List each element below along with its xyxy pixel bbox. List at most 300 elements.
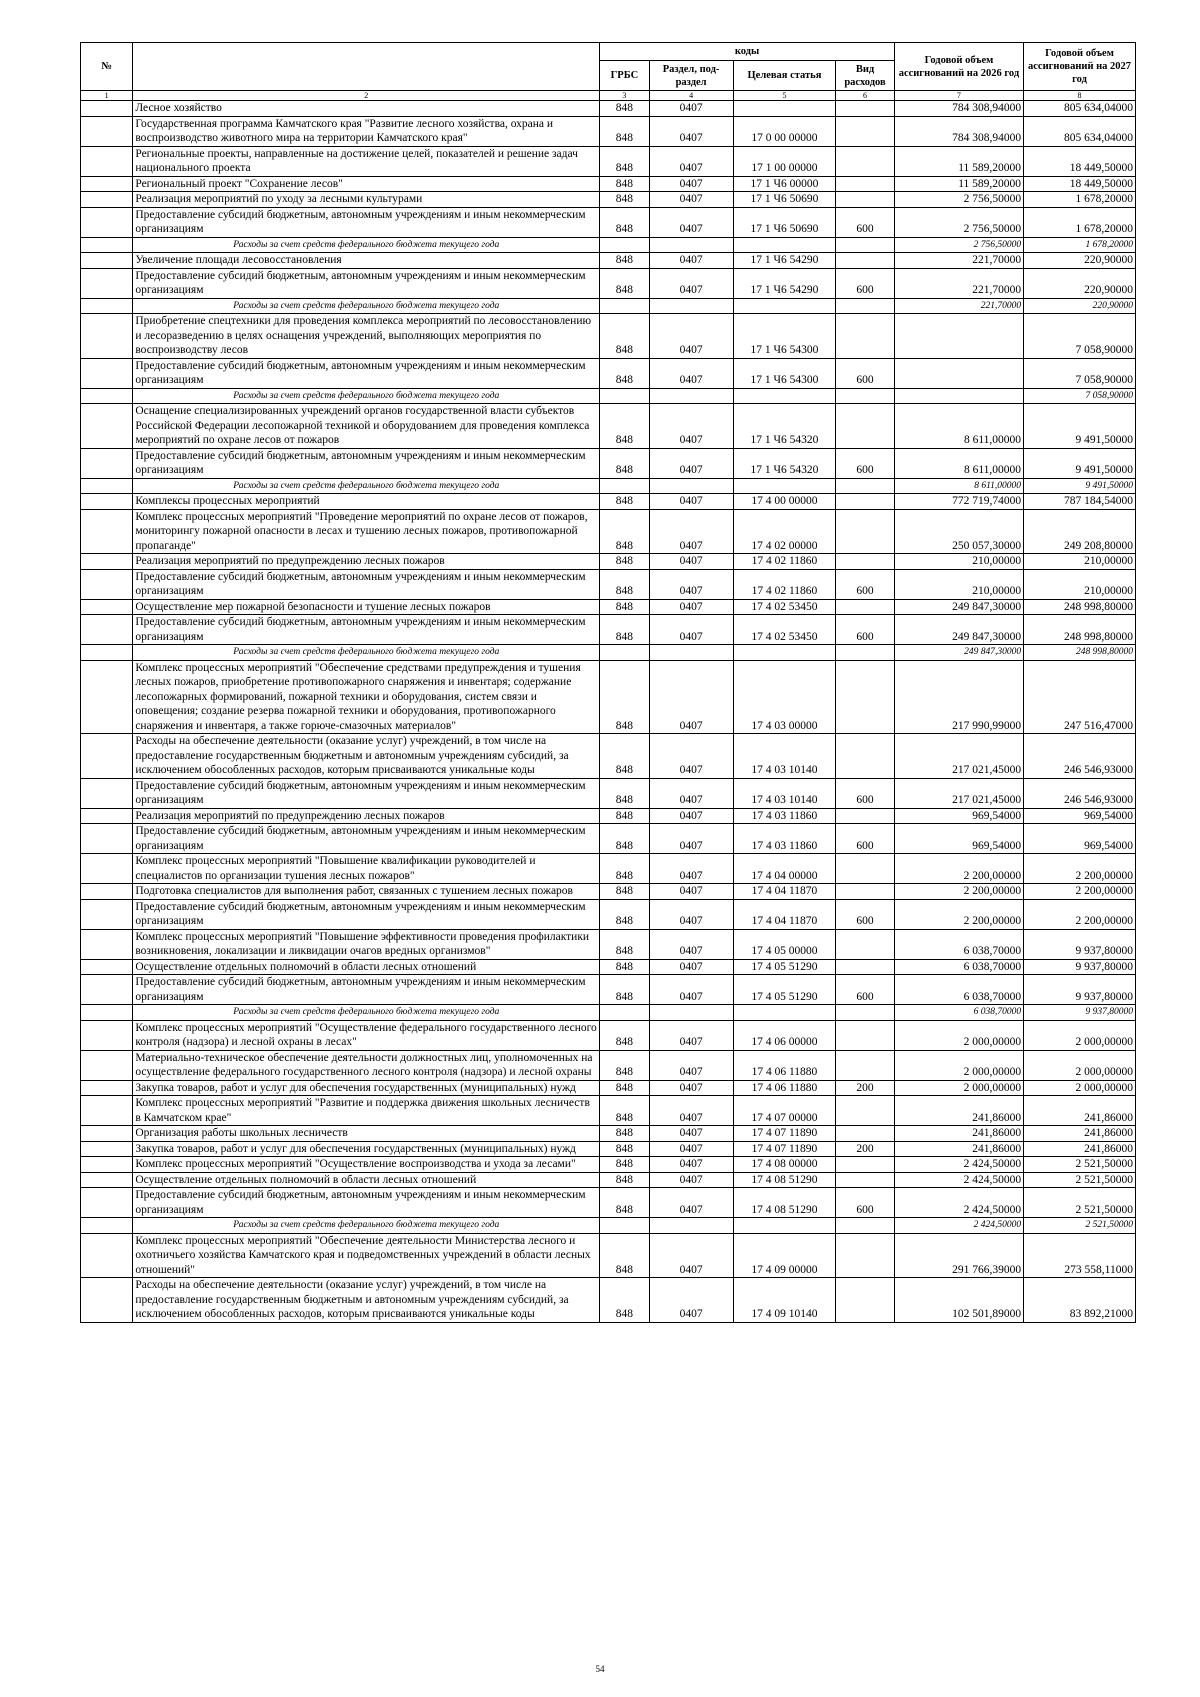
cell-expense-type: [836, 298, 894, 314]
table-row: [81, 808, 1136, 824]
table-row: [81, 192, 1136, 208]
cell-grbs: 848: [600, 146, 649, 176]
cell-grbs: [600, 645, 649, 661]
table-row: [81, 1172, 1136, 1188]
cell-name: Расходы на обеспечение деятельности (оказание услуг) учреждений, в том числе на предоставление государственным бюджетным и автономным учреждениям субсидий, за исключением обособленных расходов, которым присваиваются уникальные коды: [133, 734, 600, 779]
cell-grbs: 848: [600, 1050, 649, 1080]
cell-number: [81, 1157, 133, 1173]
cell-volume-2026: 249 847,30000: [894, 615, 1023, 645]
cell-section: 0407: [649, 854, 733, 884]
cell-target: 17 4 04 00000: [733, 854, 836, 884]
cell-number: [81, 314, 133, 359]
table-body: [81, 101, 1136, 1323]
cell-section: 0407: [649, 929, 733, 959]
cell-volume-2026: [894, 388, 1023, 404]
cell-volume-2027: 969,54000: [1024, 808, 1136, 824]
cell-target: [733, 645, 836, 661]
cell-volume-2027: 241,86000: [1024, 1141, 1136, 1157]
cell-number: [81, 1005, 133, 1021]
table-row: [81, 1188, 1136, 1218]
cell-number: [81, 645, 133, 661]
cell-volume-2027: 2 000,00000: [1024, 1050, 1136, 1080]
cell-grbs: 848: [600, 1096, 649, 1126]
cell-volume-2027: 787 184,54000: [1024, 494, 1136, 510]
cell-name: Увеличение площади лесовосстановления: [133, 253, 600, 269]
cell-target: 17 1 Ч6 54300: [733, 358, 836, 388]
table-row: [81, 494, 1136, 510]
federal-budget-row: [81, 1218, 1136, 1234]
cell-name: Предоставление субсидий бюджетным, автономным учреждениям и иным некоммерческим организациям: [133, 207, 600, 237]
cell-expense-type: [836, 253, 894, 269]
table-row: [81, 358, 1136, 388]
cell-section: [649, 1218, 733, 1234]
cell-grbs: 848: [600, 1020, 649, 1050]
cell-volume-2026: [894, 314, 1023, 359]
column-number: 5: [733, 91, 836, 101]
cell-volume-2026: 6 038,70000: [894, 959, 1023, 975]
cell-volume-2027: 805 634,04000: [1024, 116, 1136, 146]
cell-expense-type: [836, 645, 894, 661]
cell-expense-type: 600: [836, 1188, 894, 1218]
table-row: [81, 554, 1136, 570]
cell-name: Предоставление субсидий бюджетным, автономным учреждениям и иным некоммерческим организациям: [133, 358, 600, 388]
cell-volume-2026: 221,70000: [894, 268, 1023, 298]
cell-number: [81, 1080, 133, 1096]
cell-grbs: 848: [600, 314, 649, 359]
cell-volume-2026: 11 589,20000: [894, 176, 1023, 192]
cell-name: Расходы за счет средств федерального бюджета текущего года: [133, 237, 600, 253]
cell-name: Комплекс процессных мероприятий "Развитие и поддержка движения школьных лесничеств в Камчатском крае": [133, 1096, 600, 1126]
cell-expense-type: [836, 116, 894, 146]
cell-volume-2026: 969,54000: [894, 824, 1023, 854]
cell-target: [733, 1005, 836, 1021]
header-volume-2026: Годовой объем ассигнований на 2026 год: [894, 43, 1023, 91]
cell-name: Оснащение специализированных учреждений органов государственной власти субъектов Российской Федерации лесопожарной техникой и оборудованием для проведения комплекса мероприятий по охране лесов от пожаров: [133, 404, 600, 449]
cell-name: Осуществление отдельных полномочий в области лесных отношений: [133, 1172, 600, 1188]
table-row: [81, 176, 1136, 192]
cell-section: 0407: [649, 268, 733, 298]
cell-number: [81, 404, 133, 449]
cell-volume-2027: 7 058,90000: [1024, 314, 1136, 359]
cell-grbs: [600, 237, 649, 253]
cell-grbs: 848: [600, 1157, 649, 1173]
cell-name: Комплекс процессных мероприятий "Осуществление федерального государственного лесного контроля (надзора) и лесной охраны в лесах": [133, 1020, 600, 1050]
cell-grbs: 848: [600, 554, 649, 570]
cell-section: 0407: [649, 884, 733, 900]
cell-section: 0407: [649, 899, 733, 929]
table-row: [81, 599, 1136, 615]
cell-expense-type: 600: [836, 268, 894, 298]
table-row: [81, 660, 1136, 734]
page-number: 54: [595, 1664, 605, 1674]
cell-name: Реализация мероприятий по предупреждению лесных пожаров: [133, 554, 600, 570]
cell-volume-2026: 2 424,50000: [894, 1172, 1023, 1188]
cell-volume-2027: 2 521,50000: [1024, 1172, 1136, 1188]
cell-volume-2027: 805 634,04000: [1024, 101, 1136, 117]
cell-section: 0407: [649, 734, 733, 779]
cell-expense-type: 600: [836, 448, 894, 478]
cell-name: Реализация мероприятий по предупреждению лесных пожаров: [133, 808, 600, 824]
table-row: [81, 734, 1136, 779]
cell-name: Предоставление субсидий бюджетным, автономным учреждениям и иным некоммерческим организациям: [133, 1188, 600, 1218]
cell-expense-type: [836, 929, 894, 959]
cell-target: 17 1 Ч6 54290: [733, 253, 836, 269]
cell-section: 0407: [649, 1050, 733, 1080]
cell-section: 0407: [649, 101, 733, 117]
cell-expense-type: [836, 1278, 894, 1323]
cell-name: Реализация мероприятий по уходу за лесными культурами: [133, 192, 600, 208]
cell-name: Предоставление субсидий бюджетным, автономным учреждениям и иным некоммерческим организациям: [133, 899, 600, 929]
cell-grbs: 848: [600, 599, 649, 615]
column-number: 4: [649, 91, 733, 101]
cell-number: [81, 1278, 133, 1323]
cell-section: 0407: [649, 1126, 733, 1142]
cell-volume-2027: 249 208,80000: [1024, 509, 1136, 554]
cell-number: [81, 101, 133, 117]
cell-section: 0407: [649, 808, 733, 824]
column-number: 8: [1024, 91, 1136, 101]
cell-name: Комплекс процессных мероприятий "Проведение мероприятий по охране лесов от пожаров, мониторингу пожарной опасности в лесах и тушению лесных пожаров, противопожарной пропаганде": [133, 509, 600, 554]
cell-name: Приобретение спецтехники для проведения комплекса мероприятий по лесовосстановлению и лесоразведению в целях оснащения учреждений, выполняющих мероприятия по воспроизводству лесов: [133, 314, 600, 359]
cell-name: Лесное хозяйство: [133, 101, 600, 117]
cell-volume-2027: 2 000,00000: [1024, 1080, 1136, 1096]
cell-volume-2026: 6 038,70000: [894, 929, 1023, 959]
table-row: [81, 975, 1136, 1005]
cell-volume-2026: 969,54000: [894, 808, 1023, 824]
budget-table: [80, 42, 1136, 1323]
federal-budget-row: [81, 298, 1136, 314]
cell-volume-2026: 249 847,30000: [894, 645, 1023, 661]
cell-number: [81, 808, 133, 824]
cell-expense-type: [836, 1218, 894, 1234]
cell-number: [81, 660, 133, 734]
cell-volume-2027: 2 200,00000: [1024, 854, 1136, 884]
cell-target: [733, 478, 836, 494]
cell-volume-2026: 249 847,30000: [894, 599, 1023, 615]
table-row: [81, 1096, 1136, 1126]
cell-grbs: 848: [600, 1172, 649, 1188]
cell-volume-2026: [894, 358, 1023, 388]
cell-expense-type: [836, 1020, 894, 1050]
cell-target: 17 4 05 51290: [733, 975, 836, 1005]
cell-number: [81, 1096, 133, 1126]
column-number: 7: [894, 91, 1023, 101]
cell-grbs: 848: [600, 192, 649, 208]
cell-expense-type: [836, 599, 894, 615]
table-row: [81, 1126, 1136, 1142]
cell-volume-2027: 7 058,90000: [1024, 358, 1136, 388]
cell-grbs: 848: [600, 615, 649, 645]
cell-grbs: 848: [600, 929, 649, 959]
table-row: [81, 959, 1136, 975]
cell-volume-2027: 2 200,00000: [1024, 899, 1136, 929]
cell-volume-2027: 220,90000: [1024, 268, 1136, 298]
cell-grbs: 848: [600, 509, 649, 554]
cell-volume-2026: 772 719,74000: [894, 494, 1023, 510]
table-row: [81, 1020, 1136, 1050]
cell-target: 17 1 Ч6 54320: [733, 448, 836, 478]
cell-volume-2026: 241,86000: [894, 1126, 1023, 1142]
cell-name: Государственная программа Камчатского края "Развитие лесного хозяйства, охрана и воспроизводство животного мира на территории Камчатского края": [133, 116, 600, 146]
cell-target: 17 1 Ч6 54300: [733, 314, 836, 359]
cell-section: 0407: [649, 404, 733, 449]
cell-name: Комплекс процессных мероприятий "Повышение эффективности проведения профилактики возникновения, локализации и ликвидации очагов вредных организмов": [133, 929, 600, 959]
cell-section: 0407: [649, 975, 733, 1005]
table-row: [81, 268, 1136, 298]
cell-name: Расходы за счет средств федерального бюджета текущего года: [133, 645, 600, 661]
federal-budget-row: [81, 1005, 1136, 1021]
cell-target: [733, 388, 836, 404]
cell-grbs: 848: [600, 101, 649, 117]
cell-target: 17 4 03 10140: [733, 734, 836, 779]
table-row: [81, 146, 1136, 176]
cell-number: [81, 509, 133, 554]
cell-section: [649, 237, 733, 253]
cell-name: Материально-техническое обеспечение деятельности должностных лиц, уполномоченных на осуществление федерального государственного лесного контроля (надзора) и лесной охраны: [133, 1050, 600, 1080]
cell-expense-type: [836, 554, 894, 570]
table-header: [81, 43, 1136, 101]
cell-number: [81, 554, 133, 570]
cell-volume-2026: 241,86000: [894, 1141, 1023, 1157]
cell-section: 0407: [649, 207, 733, 237]
cell-grbs: 848: [600, 116, 649, 146]
cell-grbs: 848: [600, 1278, 649, 1323]
cell-volume-2027: 273 558,11000: [1024, 1233, 1136, 1278]
header-grbs: ГРБС: [600, 61, 649, 91]
cell-name: Предоставление субсидий бюджетным, автономным учреждениям и иным некоммерческим организациям: [133, 569, 600, 599]
cell-target: [733, 298, 836, 314]
cell-volume-2027: 9 937,80000: [1024, 975, 1136, 1005]
cell-section: 0407: [649, 1157, 733, 1173]
table-row: [81, 615, 1136, 645]
cell-target: 17 4 00 00000: [733, 494, 836, 510]
cell-target: 17 1 Ч6 54320: [733, 404, 836, 449]
cell-section: 0407: [649, 116, 733, 146]
cell-target: 17 4 07 00000: [733, 1096, 836, 1126]
cell-grbs: 848: [600, 778, 649, 808]
cell-grbs: 848: [600, 824, 649, 854]
table-row: [81, 778, 1136, 808]
cell-section: 0407: [649, 509, 733, 554]
cell-target: 17 4 02 53450: [733, 599, 836, 615]
cell-section: 0407: [649, 660, 733, 734]
cell-target: 17 4 03 10140: [733, 778, 836, 808]
table-row: [81, 314, 1136, 359]
cell-number: [81, 116, 133, 146]
cell-name: Расходы за счет средств федерального бюджета текущего года: [133, 1218, 600, 1234]
cell-name: Расходы на обеспечение деятельности (оказание услуг) учреждений, в том числе на предоставление государственным бюджетным и автономным учреждениям субсидий, за исключением обособленных расходов, которым присваиваются уникальные коды: [133, 1278, 600, 1323]
cell-name: Предоставление субсидий бюджетным, автономным учреждениям и иным некоммерческим организациям: [133, 615, 600, 645]
cell-volume-2027: 7 058,90000: [1024, 388, 1136, 404]
cell-number: [81, 268, 133, 298]
cell-volume-2026: 217 021,45000: [894, 734, 1023, 779]
cell-number: [81, 959, 133, 975]
cell-target: 17 4 09 00000: [733, 1233, 836, 1278]
cell-section: 0407: [649, 569, 733, 599]
cell-grbs: [600, 1218, 649, 1234]
cell-number: [81, 1172, 133, 1188]
cell-section: 0407: [649, 253, 733, 269]
cell-volume-2026: 217 021,45000: [894, 778, 1023, 808]
cell-number: [81, 1218, 133, 1234]
cell-volume-2026: 2 200,00000: [894, 899, 1023, 929]
cell-section: 0407: [649, 494, 733, 510]
cell-volume-2026: 2 756,50000: [894, 192, 1023, 208]
federal-budget-row: [81, 237, 1136, 253]
cell-grbs: [600, 1005, 649, 1021]
cell-target: 17 4 02 53450: [733, 615, 836, 645]
column-number: 3: [600, 91, 649, 101]
cell-section: [649, 298, 733, 314]
cell-volume-2027: 210,00000: [1024, 554, 1136, 570]
cell-volume-2026: 2 200,00000: [894, 884, 1023, 900]
header-section: Раздел, под-раздел: [649, 61, 733, 91]
table-row: [81, 854, 1136, 884]
cell-expense-type: [836, 1050, 894, 1080]
cell-grbs: 848: [600, 1141, 649, 1157]
cell-target: 17 1 Ч6 50690: [733, 192, 836, 208]
cell-target: 17 4 05 51290: [733, 959, 836, 975]
cell-section: [649, 1005, 733, 1021]
cell-target: 17 4 03 11860: [733, 824, 836, 854]
cell-expense-type: [836, 854, 894, 884]
cell-expense-type: [836, 1005, 894, 1021]
cell-grbs: 848: [600, 448, 649, 478]
cell-number: [81, 478, 133, 494]
cell-volume-2027: 2 521,50000: [1024, 1188, 1136, 1218]
cell-volume-2027: 248 998,80000: [1024, 645, 1136, 661]
cell-volume-2027: 241,86000: [1024, 1126, 1136, 1142]
cell-volume-2026: 102 501,89000: [894, 1278, 1023, 1323]
table-row: [81, 569, 1136, 599]
cell-name: Осуществление мер пожарной безопасности и тушение лесных пожаров: [133, 599, 600, 615]
table-row: [81, 1141, 1136, 1157]
cell-section: 0407: [649, 1172, 733, 1188]
cell-grbs: 848: [600, 569, 649, 599]
table-row: [81, 1233, 1136, 1278]
cell-number: [81, 1050, 133, 1080]
table-row: [81, 404, 1136, 449]
cell-volume-2027: 246 546,93000: [1024, 734, 1136, 779]
federal-budget-row: [81, 478, 1136, 494]
cell-expense-type: 200: [836, 1141, 894, 1157]
cell-volume-2026: 2 756,50000: [894, 207, 1023, 237]
cell-grbs: 848: [600, 1233, 649, 1278]
cell-expense-type: [836, 192, 894, 208]
cell-volume-2027: 241,86000: [1024, 1096, 1136, 1126]
cell-name: Организация работы школьных лесничеств: [133, 1126, 600, 1142]
cell-target: 17 4 02 11860: [733, 569, 836, 599]
cell-number: [81, 1141, 133, 1157]
cell-expense-type: [836, 1233, 894, 1278]
cell-target: 17 1 Ч6 50690: [733, 207, 836, 237]
header-name: [133, 43, 600, 91]
table-row: [81, 207, 1136, 237]
cell-section: 0407: [649, 314, 733, 359]
cell-expense-type: [836, 478, 894, 494]
cell-expense-type: [836, 494, 894, 510]
cell-volume-2026: 210,00000: [894, 569, 1023, 599]
cell-volume-2027: 18 449,50000: [1024, 176, 1136, 192]
header-expense-type: Вид расходов: [836, 61, 894, 91]
cell-volume-2026: 217 990,99000: [894, 660, 1023, 734]
cell-volume-2027: 2 521,50000: [1024, 1218, 1136, 1234]
cell-name: Комплекс процессных мероприятий "Осуществление воспроизводства и ухода за лесами": [133, 1157, 600, 1173]
table-row: [81, 509, 1136, 554]
cell-number: [81, 899, 133, 929]
cell-target: [733, 237, 836, 253]
cell-volume-2027: 210,00000: [1024, 569, 1136, 599]
cell-volume-2027: 246 546,93000: [1024, 778, 1136, 808]
cell-volume-2026: 8 611,00000: [894, 448, 1023, 478]
cell-name: Региональные проекты, направленные на достижение целей, показателей и решение задач национального проекта: [133, 146, 600, 176]
cell-volume-2026: 2 424,50000: [894, 1218, 1023, 1234]
cell-volume-2026: 2 424,50000: [894, 1157, 1023, 1173]
cell-volume-2026: 221,70000: [894, 298, 1023, 314]
cell-volume-2027: 247 516,47000: [1024, 660, 1136, 734]
cell-volume-2027: 220,90000: [1024, 298, 1136, 314]
cell-expense-type: [836, 146, 894, 176]
cell-volume-2026: 2 424,50000: [894, 1188, 1023, 1218]
cell-volume-2026: 210,00000: [894, 554, 1023, 570]
cell-expense-type: [836, 808, 894, 824]
header-volume-2027: Годовой объем ассигнований на 2027 год: [1024, 43, 1136, 91]
cell-volume-2027: 1 678,20000: [1024, 237, 1136, 253]
cell-target: 17 4 07 11890: [733, 1141, 836, 1157]
column-number-row: [81, 91, 1136, 101]
cell-number: [81, 298, 133, 314]
header-codes: коды: [600, 43, 895, 61]
cell-volume-2026: 11 589,20000: [894, 146, 1023, 176]
cell-grbs: 848: [600, 660, 649, 734]
cell-number: [81, 975, 133, 1005]
cell-expense-type: [836, 734, 894, 779]
cell-volume-2027: 18 449,50000: [1024, 146, 1136, 176]
cell-number: [81, 494, 133, 510]
cell-target: 17 4 08 51290: [733, 1188, 836, 1218]
cell-number: [81, 237, 133, 253]
table-row: [81, 884, 1136, 900]
cell-section: 0407: [649, 192, 733, 208]
table-row: [81, 824, 1136, 854]
table-row: [81, 899, 1136, 929]
cell-grbs: 848: [600, 899, 649, 929]
cell-target: 17 4 08 00000: [733, 1157, 836, 1173]
cell-target: 17 4 05 00000: [733, 929, 836, 959]
cell-volume-2027: 83 892,21000: [1024, 1278, 1136, 1323]
cell-name: Комплекс процессных мероприятий "Повышение квалификации руководителей и специалистов по организации тушения лесных пожаров": [133, 854, 600, 884]
cell-number: [81, 884, 133, 900]
cell-target: 17 1 Ч6 00000: [733, 176, 836, 192]
cell-target: [733, 1218, 836, 1234]
cell-expense-type: [836, 1126, 894, 1142]
cell-number: [81, 358, 133, 388]
cell-volume-2027: 2 521,50000: [1024, 1157, 1136, 1173]
cell-grbs: 848: [600, 884, 649, 900]
cell-section: 0407: [649, 1233, 733, 1278]
cell-section: 0407: [649, 1096, 733, 1126]
cell-number: [81, 929, 133, 959]
cell-target: 17 0 00 00000: [733, 116, 836, 146]
cell-name: Комплекс процессных мероприятий "Обеспечение деятельности Министерства лесного и охотничьего хозяйства Камчатского края и подведомственных учреждений в области лесных отношений": [133, 1233, 600, 1278]
column-number: 1: [81, 91, 133, 101]
cell-expense-type: 600: [836, 778, 894, 808]
cell-volume-2027: 248 998,80000: [1024, 599, 1136, 615]
cell-volume-2027: 9 491,50000: [1024, 404, 1136, 449]
cell-expense-type: 600: [836, 975, 894, 1005]
cell-volume-2027: 220,90000: [1024, 253, 1136, 269]
cell-section: 0407: [649, 448, 733, 478]
